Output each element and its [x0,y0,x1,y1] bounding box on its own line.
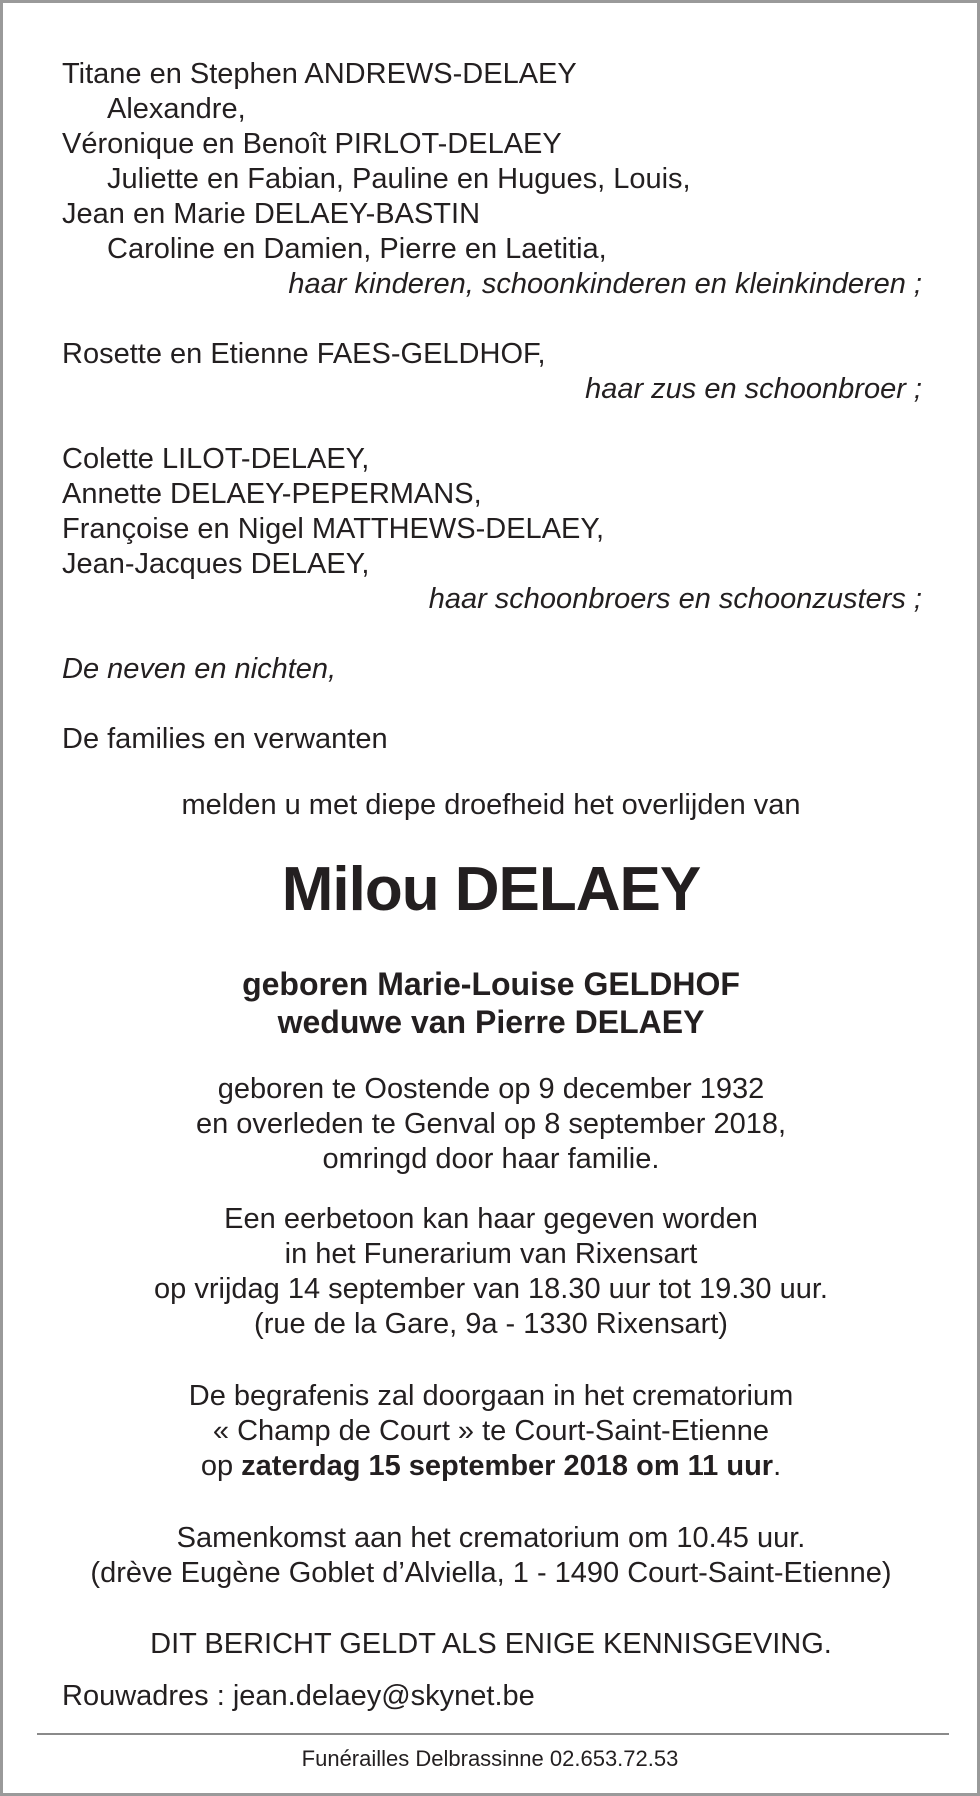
funeral-line: « Champ de Court » te Court-Saint-Etienne [212,1415,770,1447]
footer-divider [37,1733,949,1735]
date-line: en overleden te Genval op 8 september 2018, [195,1108,787,1140]
gathering-block [33,1521,949,1591]
family-name: Annette DELAEY-PEPERMANS, [62,478,482,510]
tribute-block [33,1202,949,1342]
tribute-line: in het Funerarium van Rixensart [284,1238,698,1270]
family-name: Colette LILOT-DELAEY, [62,443,370,475]
gathering-line: Samenkomst aan het crematorium om 10.45 uur. [176,1522,806,1554]
tribute-line: op vrijdag 14 september van 18.30 uur tot 19.30 uur. [154,1273,828,1305]
tribute-line: (rue de la Gare, 9a - 1330 Rixensart) [254,1308,728,1340]
funeral-date-line [33,1449,949,1484]
undertaker-footer: Funérailles Delbrassinne 02.653.72.53 [301,1746,679,1771]
date-line: omringd door haar familie. [322,1143,660,1175]
intro-text: melden u met diepe droefheid het overlijden van [181,789,801,821]
family-name: Jean en Marie DELAEY-BASTIN [62,198,481,230]
cousins-line: De neven en nichten, [62,653,337,685]
intro-line [33,788,949,823]
maiden-name-block [33,965,949,1041]
families-line: De families en verwanten [62,723,388,755]
funeral-block [33,1379,949,1484]
relation-label: haar kinderen, schoonkinderen en kleinkinderen ; [288,268,922,300]
dates-block [33,1072,949,1177]
family-name: Véronique en Benoît PIRLOT-DELAEY [62,128,562,160]
relation-label: haar schoonbroers en schoonzusters ; [428,583,922,615]
funeral-line: De begrafenis zal doorgaan in het crematorium [188,1380,794,1412]
sole-notice: DIT BERICHT GELDT ALS ENIGE KENNISGEVING. [150,1628,832,1660]
family-name: Titane en Stephen ANDREWS-DELAEY [62,58,577,90]
family-name: Juliette en Fabian, Pauline en Hugues, Louis, [107,163,691,195]
family-name: Jean-Jacques DELAEY, [62,548,370,580]
family-name: Caroline en Damien, Pierre en Laetitia, [107,233,607,265]
funeral-suffix: . [773,1450,782,1482]
tribute-line: Een eerbetoon kan haar gegeven worden [224,1203,758,1235]
relation-label: haar zus en schoonbroer ; [585,373,922,405]
funeral-prefix: op [200,1450,242,1482]
funeral-date: zaterdag 15 september 2018 om 11 uur [241,1450,774,1482]
widow-of: weduwe van Pierre DELAEY [277,1004,705,1040]
gathering-line: (drève Eugène Goblet d’Alviella, 1 - 1490 Court-Saint-Etienne) [90,1557,892,1589]
deceased-name-block [33,855,949,925]
family-name: Françoise en Nigel MATTHEWS-DELAEY, [62,513,605,545]
contact-address: Rouwadres : jean.delaey@skynet.be [62,1680,535,1712]
family-name: Rosette en Etienne FAES-GELDHOF, [62,338,546,370]
notice-block [33,1627,949,1662]
family-list [62,57,922,757]
family-name: Alexandre, [107,93,246,125]
deceased-name: Milou DELAEY [281,855,701,924]
date-line: geboren te Oostende op 9 december 1932 [217,1073,765,1105]
maiden-name: geboren Marie-Louise GELDHOF [242,966,740,1002]
